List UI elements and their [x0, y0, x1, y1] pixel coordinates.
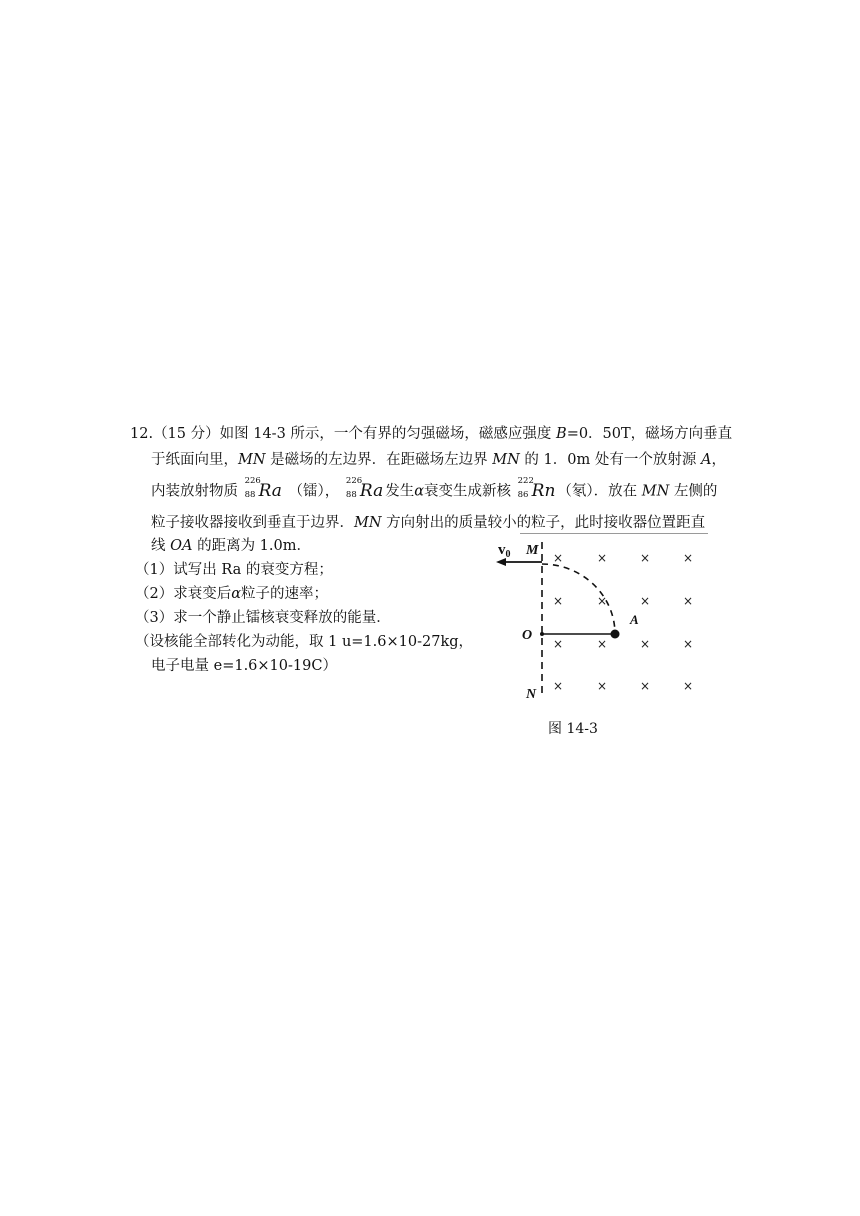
label-a: A — [630, 612, 639, 627]
label-v0: $v_0$ — [498, 542, 511, 560]
problem-line-2: 于纸面向里，MN 是磁场的左边界．在距磁场左边界 MN 的 1．0m 处有一个放射源 A， — [151, 452, 726, 468]
cross-mark: × — [682, 594, 694, 608]
arrow-head — [496, 558, 506, 566]
radium-nuclide-2: 226 88 Ra — [345, 476, 384, 501]
question-3: （3）求一个静止镭核衰变释放的能量． — [135, 610, 391, 626]
problem-line-1: 12.（15 分）如图 14-3 所示，一个有界的匀强磁场，磁感应强度 B=0．50T，磁场方向垂直 — [130, 426, 733, 442]
cross-mark: × — [639, 637, 651, 651]
problem-line-5: 线 OA 的距离为 1.0m． — [151, 538, 311, 554]
cross-mark: × — [639, 551, 651, 565]
note-line-2: 电子电量 e=1.6×10-19C） — [151, 658, 337, 674]
label-o: O — [522, 628, 533, 643]
field-crosses — [553, 551, 693, 693]
cross-mark: × — [596, 551, 608, 565]
cross-mark: × — [552, 679, 564, 693]
problem-number: 12. — [130, 426, 154, 442]
problem-line-4: 粒子接收器接收到垂直于边界．MN 方向射出的质量较小的粒子，此时接收器位置距直 — [151, 515, 706, 531]
note-line-1: （设核能全部转化为动能，取 1 u=1.6×10-27kg， — [135, 634, 474, 650]
cross-mark: × — [596, 594, 608, 608]
cross-mark: × — [596, 637, 608, 651]
cross-mark: × — [682, 551, 694, 565]
cross-mark: × — [552, 551, 564, 565]
figure-caption: 图 14-3 — [548, 721, 598, 737]
cross-mark: × — [639, 679, 651, 693]
label-m: M — [526, 543, 539, 558]
point-o — [540, 632, 544, 636]
cross-mark: × — [682, 637, 694, 651]
cross-mark: × — [639, 594, 651, 608]
magnetic-field-figure — [490, 530, 710, 710]
question-1: （1）试写出 Ra 的衰变方程； — [135, 562, 333, 578]
question-2: （2）求衰变后α粒子的速率； — [135, 586, 329, 602]
cross-mark: × — [552, 637, 564, 651]
radium-nuclide: 226 88 Ra — [244, 476, 282, 501]
cross-mark: × — [596, 679, 608, 693]
problem-line-3: 内装放射物质 226 88 Ra （镭）， 226 88 Ra 发生α衰变生成新核 222 86 Rn （氡）．放在 MN 左侧的 — [151, 476, 718, 501]
radon-nuclide: 222 86 Rn — [517, 476, 556, 501]
label-n: N — [526, 687, 537, 702]
cross-mark: × — [552, 594, 564, 608]
cross-mark: × — [682, 679, 694, 693]
